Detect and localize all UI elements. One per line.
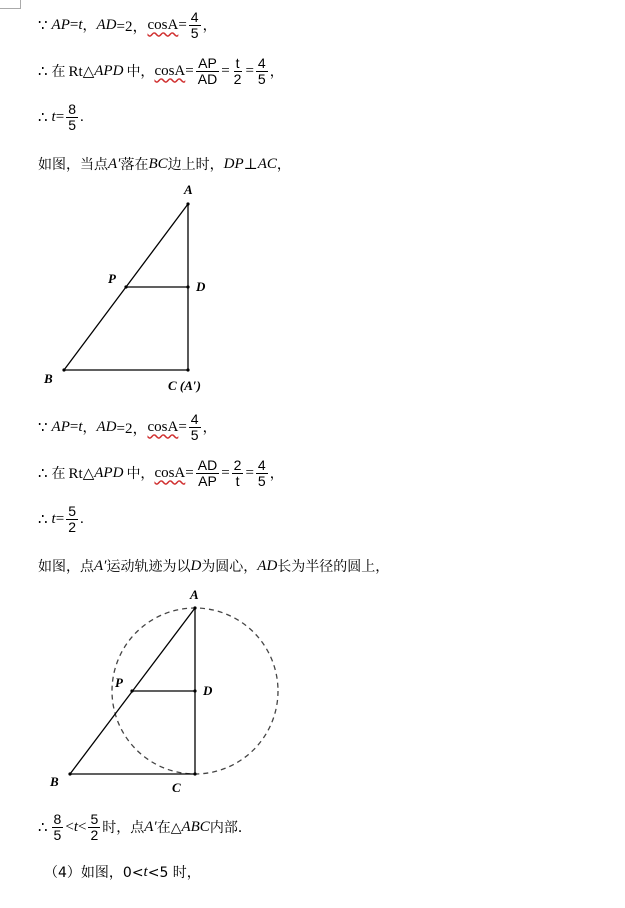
label-c: C	[172, 780, 181, 795]
fraction-ad-ap	[196, 458, 219, 488]
comma: ，	[276, 157, 291, 173]
numerator: 8	[68, 101, 76, 117]
point-p	[130, 689, 133, 692]
text: 在△	[156, 820, 182, 837]
text: 内部．	[209, 820, 252, 837]
denominator: 5	[68, 116, 76, 133]
var-t: t	[51, 108, 56, 125]
line-9	[38, 812, 252, 842]
label-a: A	[190, 587, 199, 602]
segment-ad: AD	[96, 16, 117, 33]
text-zai: 在	[51, 64, 66, 81]
period: .	[79, 510, 84, 527]
equals: =	[55, 510, 65, 527]
figure-2-circle-triangle	[0, 585, 625, 805]
label-c-a-prime: C (A′)	[168, 378, 201, 393]
therefore-symbol: ∴	[38, 465, 48, 482]
line-6	[38, 458, 284, 488]
fraction-4-5	[256, 458, 268, 488]
line-7	[38, 504, 84, 534]
segment-ac: AC	[257, 155, 277, 172]
equals: =	[185, 62, 194, 79]
numerator: AP	[198, 55, 217, 71]
var-t: t	[78, 418, 83, 435]
text: 长为半径的圆上，	[277, 559, 390, 575]
point-p	[124, 285, 127, 288]
text: 为圆心，	[201, 559, 258, 575]
cos-a: cosA	[154, 62, 186, 79]
segment-ap: AP	[51, 16, 70, 33]
fraction-t-2	[232, 56, 244, 86]
equals: =	[221, 464, 230, 481]
page-corner-mark	[0, 0, 21, 9]
text: 如图，点	[38, 559, 94, 575]
line-2	[38, 56, 284, 86]
point-a-prime: A′	[108, 155, 121, 172]
denominator: 2	[233, 70, 242, 87]
fraction	[189, 412, 201, 442]
numerator: t	[235, 55, 240, 71]
denominator: 5	[53, 826, 62, 843]
text: （4）如图，0<	[44, 865, 144, 881]
denominator: 2	[90, 826, 99, 843]
numerator: AD	[197, 457, 218, 473]
label-d: D	[196, 279, 206, 294]
point-d	[186, 285, 189, 288]
text: 运动轨迹为以	[106, 559, 191, 575]
segment-ap: AP	[51, 418, 70, 435]
fraction-2-t	[232, 458, 244, 488]
var-t: t	[143, 863, 148, 880]
numerator: 4	[257, 457, 266, 473]
point-b	[68, 772, 71, 775]
denominator: AD	[197, 70, 218, 87]
point-b	[62, 368, 65, 371]
line-10	[44, 862, 201, 882]
numerator: 8	[53, 811, 62, 827]
numerator: 5	[90, 811, 99, 827]
equals: =	[221, 62, 230, 79]
because-symbol: ∵	[38, 17, 48, 34]
equals: =	[245, 464, 254, 481]
denominator: 5	[257, 472, 266, 489]
label-p: P	[115, 675, 123, 690]
comma: ，	[269, 466, 284, 483]
equals: =	[69, 16, 79, 33]
comma: ，	[82, 18, 97, 35]
label-p: P	[108, 271, 116, 286]
var-t: t	[78, 16, 83, 33]
fraction-5-2	[88, 812, 100, 842]
equals: =	[178, 16, 187, 33]
rt-triangle: Rt△	[68, 63, 95, 80]
rt-triangle: Rt△	[68, 465, 95, 482]
point-d	[193, 689, 196, 692]
equals-two: =2，	[116, 420, 148, 437]
line-5	[38, 412, 217, 442]
cos-a: cosA	[147, 418, 179, 435]
label-a: A	[184, 182, 193, 197]
text: 落在	[120, 157, 149, 173]
text: 如图，当点	[38, 157, 108, 173]
equals: =	[178, 418, 187, 435]
text: <5 时，	[147, 865, 201, 881]
point-a	[186, 202, 189, 205]
numerator: 2	[233, 457, 242, 473]
equals-two: =2，	[116, 18, 148, 35]
period: .	[79, 108, 84, 125]
point-a-prime: A′	[94, 557, 107, 574]
comma: ，	[82, 420, 97, 437]
text-zai: 在	[51, 466, 66, 483]
text-zhong: 中，	[126, 466, 155, 483]
therefore-symbol: ∴	[38, 63, 48, 80]
denominator: t	[235, 472, 240, 489]
therefore-symbol: ∴	[38, 819, 48, 836]
point-c	[193, 772, 196, 775]
point-d: D	[190, 557, 202, 574]
label-b: B	[50, 774, 59, 789]
comma: ，	[269, 64, 284, 81]
because-symbol: ∵	[38, 419, 48, 436]
line-1	[38, 10, 217, 40]
fraction-5-2	[66, 504, 78, 534]
numerator: 4	[257, 55, 266, 71]
denominator: AP	[198, 472, 217, 489]
var-t: t	[51, 510, 56, 527]
line-8	[38, 556, 389, 576]
text-zhong: 中，	[126, 64, 155, 81]
perpendicular-symbol: ⊥	[243, 156, 258, 173]
equals: =	[55, 108, 65, 125]
triangle-abc: ABC	[181, 818, 210, 835]
comma: ，	[202, 420, 217, 437]
label-b: B	[44, 371, 53, 386]
fraction-8-5	[66, 102, 78, 132]
less-than: <	[65, 818, 74, 835]
comma: ，	[202, 18, 217, 35]
cos-a: cosA	[147, 16, 179, 33]
var-t: t	[73, 818, 78, 835]
numerator: 5	[68, 503, 76, 519]
triangle-apd: APD	[94, 62, 124, 79]
label-d: D	[203, 683, 213, 698]
equals: =	[185, 464, 194, 481]
fraction-4-5	[256, 56, 268, 86]
line-4	[38, 154, 291, 174]
text: 边上时，	[167, 157, 224, 173]
segment-dp: DP	[223, 155, 244, 172]
point-a	[193, 606, 196, 609]
segment-ad: AD	[96, 418, 117, 435]
therefore-symbol: ∴	[38, 511, 48, 528]
segment-bc: BC	[148, 155, 168, 172]
denominator: 5	[257, 70, 266, 87]
denominator: 2	[68, 518, 76, 535]
figure-1-triangle	[0, 180, 625, 400]
cos-a: cosA	[154, 464, 186, 481]
point-c	[186, 368, 189, 371]
segment-ad: AD	[257, 557, 278, 574]
therefore-symbol: ∴	[38, 109, 48, 126]
numerator: 4	[190, 411, 199, 427]
fraction-ap-ad	[196, 56, 219, 86]
less-than: <	[77, 818, 87, 835]
triangle-apd: APD	[94, 464, 124, 481]
fraction	[189, 10, 201, 40]
denominator: 5	[190, 426, 199, 443]
numerator: 4	[190, 9, 199, 25]
text: 时，点	[102, 820, 145, 837]
denominator: 5	[190, 24, 199, 41]
point-a-prime: A′	[144, 818, 157, 835]
equals: =	[245, 62, 254, 79]
equals: =	[69, 418, 79, 435]
fraction-8-5	[52, 812, 64, 842]
line-3	[38, 102, 84, 132]
